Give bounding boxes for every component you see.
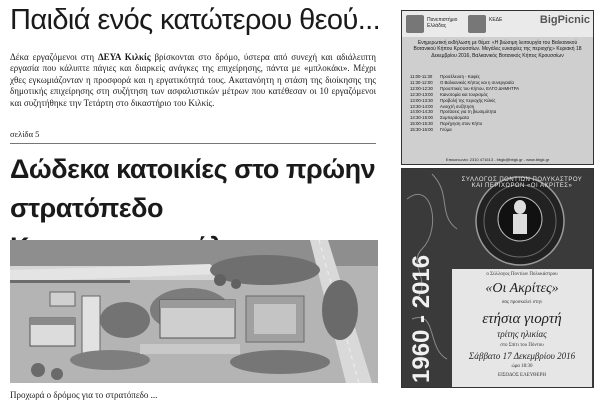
schedule-item: Περιήγηση στον Κήπο <box>440 121 483 127</box>
ad2-anniversary-years: 1960 - 2016 <box>408 254 435 383</box>
schedule-time: 15:30-16:00 <box>410 127 433 133</box>
schedule-row <box>410 127 588 133</box>
ad2-line4: ώρα 18:30 <box>511 364 533 369</box>
ad2-event-title: ετήσια γιορτή <box>482 311 562 327</box>
article1-body <box>10 52 376 109</box>
article1-page-ref: σελίδα 5 <box>10 129 40 139</box>
ad1-logo-strip <box>402 11 593 37</box>
schedule-time: 12:00-12:30 <box>410 85 433 91</box>
schedule-item: Προβολή της περιοχής Κιλκίς <box>440 97 496 103</box>
schedule-item: Καινοτομία και τουρισμός <box>440 91 488 97</box>
article1-body-prefix: Δέκα εργαζόμενοι στη <box>10 52 98 62</box>
university-logo-icon <box>406 15 424 33</box>
ad2-free-entry: ΕΙΣΟΔΟΣ ΕΛΕΥΘΕΡΗ <box>498 373 546 378</box>
ad1-schedule <box>410 74 588 133</box>
schedule-item: Γεύμα <box>440 127 452 133</box>
side-column <box>398 0 600 400</box>
schedule-time: 13:00-13:30 <box>410 97 433 103</box>
ad2-line3: στο Σπίτι του Πόντου <box>500 343 544 348</box>
schedule-item: Προοπτικές του Κήπου, ΕΛΓΟ ΔΗΜΗΤΡΑ <box>440 85 520 91</box>
article2-headline: Δώδεκα κατοικίες στο πρώην στρατόπεδο <box>10 154 376 223</box>
schedule-item: Ανοιχτή συζήτηση <box>440 103 475 109</box>
akrites-event-ad[interactable] <box>401 168 594 388</box>
schedule-time: 13:30-14:00 <box>410 103 433 109</box>
schedule-item: Προτάσεις για τη βιωσιμότητα <box>440 109 497 115</box>
ad2-invitation-panel <box>452 269 592 387</box>
ad2-club-name: «Οι Ακρίτες» <box>485 281 559 296</box>
bigpicnic-logo: BigPicnic <box>539 14 590 26</box>
schedule-time: 12:30-13:00 <box>410 91 433 97</box>
article1-body-rest: βρίσκονται στο δρόμο, ύστερα από συνεχή και αδιάλειπτη εργασία που κάλυπτε πάγιες και διαρκείς ανάγκες της επιχείρησης, πάντα με «μπλοκάκι». Μέχρι χθες εγκωμιάζονταν η προσφορά και η εργατικότητά τους. Ακατανόητη η στάση της διοίκησης της δημοτικής επιχείρησης στη συζήτηση των ασφαλιστικών μέτρων που κατέθεσαν οι 10 εργαζόμενοι και συζητήθηκε την Τετάρτη στο δικαστήριο του Κιλκίς. <box>10 52 376 108</box>
ad1-logo2-text: ΚΕΔΕ <box>489 17 503 23</box>
ad2-event-subtitle: τρίτης ηλικίας <box>497 329 547 339</box>
schedule-item: Συμπεράσματα <box>440 115 470 121</box>
schedule-item: Προσέλευση - Καφές <box>440 74 480 79</box>
ad1-title: Ενημερωτική εκδήλωση με θέμα: «Η βιώσιμη λειτουργία του Βαλκανικού Βοτανικού Κήπου Κρουσσίων. Μεγάλες ευκαιρίες της περιοχής» Κυριακή 18 Δεκεμβρίου 2016, Βαλκανικός Βοτανικός Κήπος Κρουσσίων <box>413 40 582 59</box>
schedule-time: 14:00-14:30 <box>410 109 433 115</box>
botanic-garden-ad[interactable] <box>401 10 594 165</box>
schedule-time: 11:00-11:30 <box>410 74 433 79</box>
ad1-footer: Επικοινωνία: 2310 471613 - bbgk@bbgk.gr - www.bbgk.gr <box>445 157 550 162</box>
ad2-line2: σας προσκαλεί στην <box>501 300 543 305</box>
article2-tail-text: Προχωρά ο δρόμος για το στρατόπεδο ... <box>10 390 158 400</box>
schedule-time: 14:30-15:00 <box>410 115 433 121</box>
schedule-time: 11:30-12:00 <box>410 79 433 85</box>
ad2-organization-name: ΣΥΛΛΟΓΟΣ ΠΟΝΤΙΩΝ ΠΟΛΥΚΑΣΤΡΟΥ ΚΑΙ ΠΕΡΙΧΩΡΩΝ «ΟΙ ΑΚΡΙΤΕΣ» <box>461 177 583 189</box>
organization-logo-icon <box>468 15 486 33</box>
aerial-photo-graphic <box>10 240 378 383</box>
article1-headline: Παιδιά ενός κατώτερου θεού... <box>10 4 381 36</box>
section-divider <box>10 143 376 144</box>
schedule-item: Ο Βαλκανικός Κήπος και η συνεργασία <box>440 79 514 85</box>
article1-body-bold: ΔΕΥΑ Κιλκίς <box>97 52 151 62</box>
ad1-logo1-text: Πανεπιστήμιο Ελλάδας <box>427 17 458 29</box>
ad2-event-date: Σάββατο 17 Δεκεμβρίου 2016 <box>468 351 576 361</box>
schedule-time: 15:00-15:30 <box>410 121 433 127</box>
aerial-photo <box>10 240 378 383</box>
ad2-line1: ο Σύλλογος Ποντίων Πολυκάστρου <box>486 272 558 277</box>
